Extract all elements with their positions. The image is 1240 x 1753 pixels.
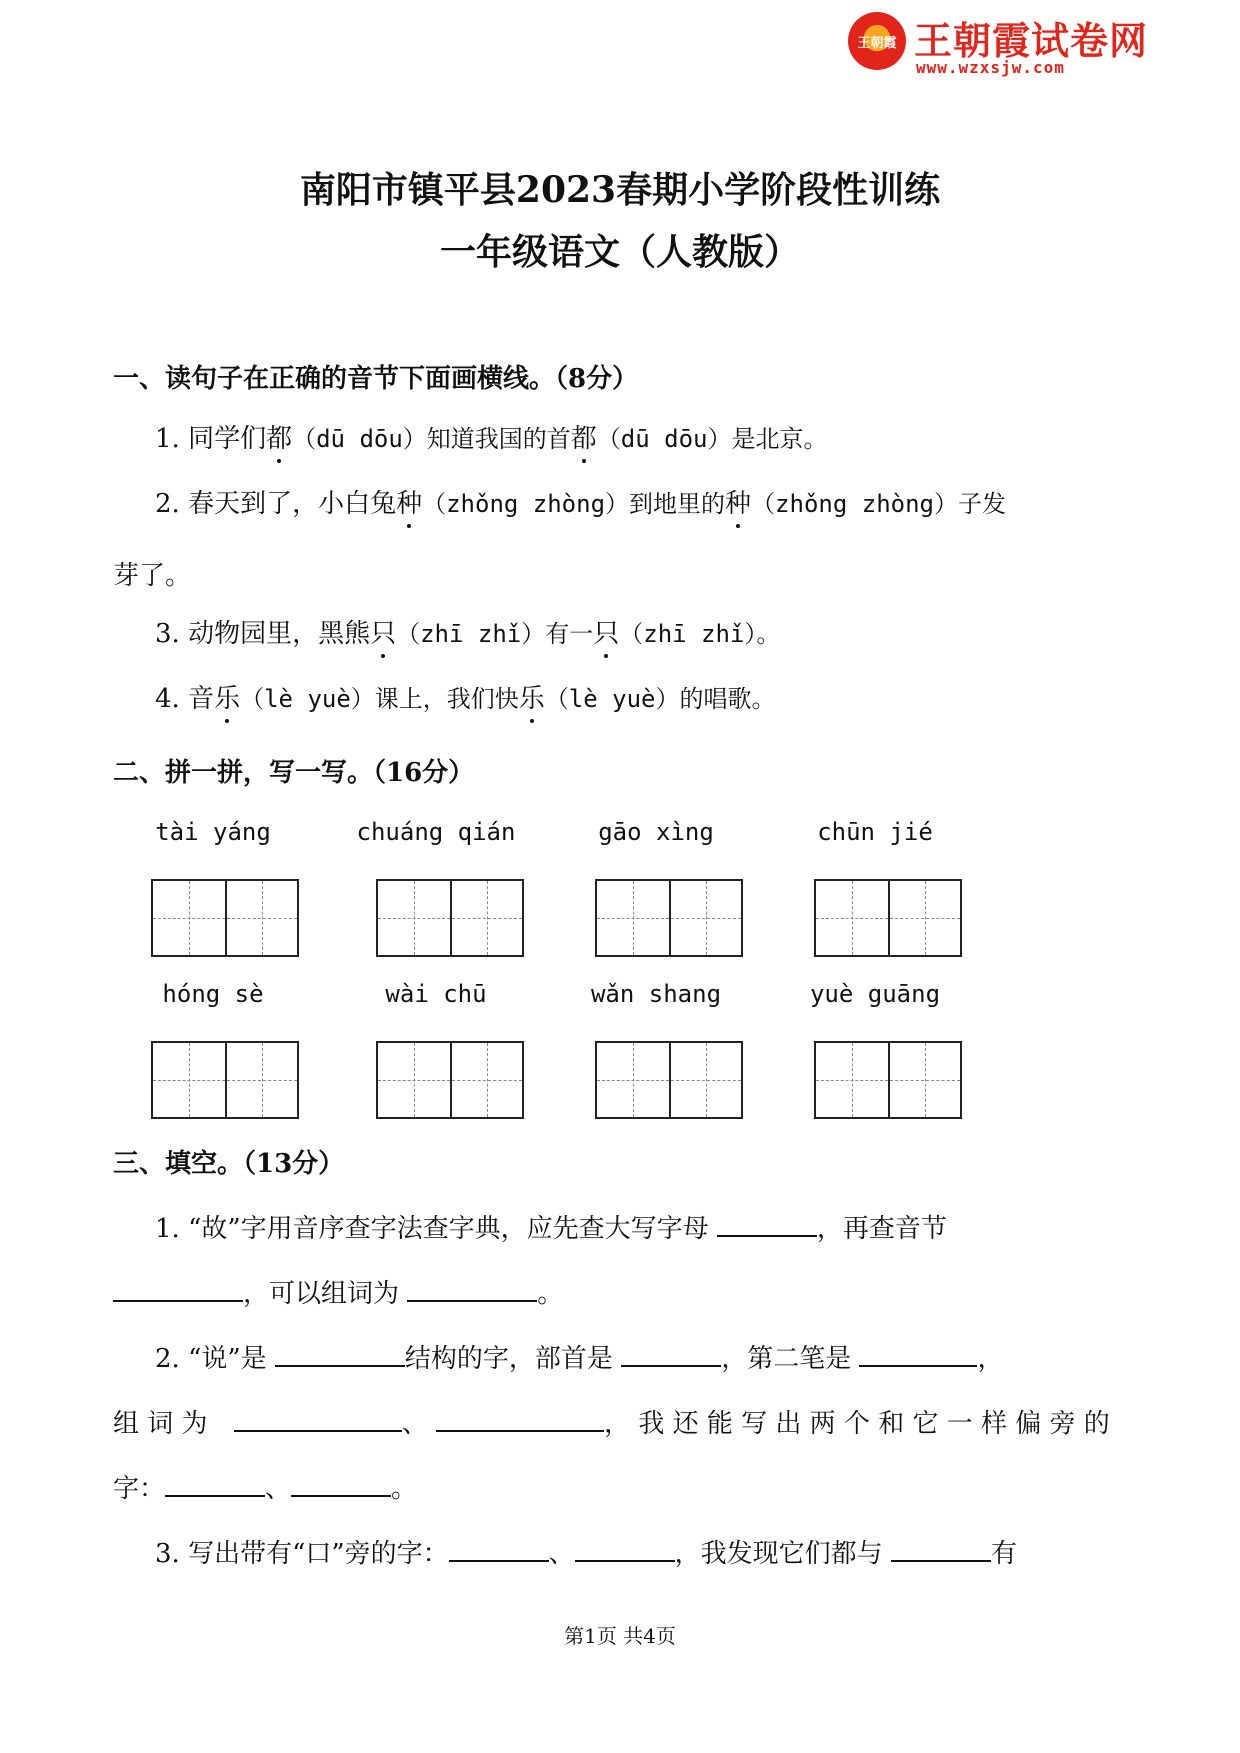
s1q4-text-b: （lè yuè）课上，我们快 [240,685,519,713]
s1-question-1 [155,418,828,455]
s3q1-text-a: 1. “故”字用音序查字法查字典，应先查大写字母 [155,1214,709,1244]
writing-grid[interactable] [595,879,743,957]
section2-heading: 二、拼一拼，写一写。（16分） [113,758,475,788]
logo-seal-icon: 王朝霞 [848,12,906,70]
s3q3-text-a: 3. 写出带有“口”旁的字： [155,1539,449,1569]
s3q2-text-e: 组 词 为 [113,1409,208,1439]
s1q3-text-b: （zhī zhǐ）有一 [396,620,594,648]
answer-blank[interactable] [113,1278,243,1302]
answer-blank[interactable] [407,1278,537,1302]
s3q3-text-d: 有 [990,1539,1017,1569]
pinyin-4: chūn jié [817,818,933,846]
exam-subtitle: 一年级语文（人教版） [439,231,800,273]
pinyin-3: gāo xìng [598,818,714,846]
s3-question-1 [155,1208,947,1245]
s1q3-dotted-char-1: 只 [370,613,396,650]
pinyin-6: wài chū [385,980,487,1008]
s3q2-text-b: 结构的字，部首是 [404,1344,613,1374]
s1q4-dotted-char-1: 乐 [214,678,240,715]
logo-title: 王朝霞试卷网 [914,19,1149,63]
answer-blank[interactable] [436,1408,604,1432]
answer-blank[interactable] [891,1538,991,1562]
s1-question-4 [155,678,776,715]
writing-grid[interactable] [376,879,524,957]
s3q2-text-j: 。 [391,1474,418,1504]
s1q3-text-c: （zhī zhǐ）。 [619,620,781,648]
writing-grid[interactable] [376,1041,524,1119]
s1q4-text-c: （lè yuè）的唱歌。 [544,685,776,713]
writing-grid[interactable] [151,1041,299,1119]
s3q1-text-b: ，再查音节 [816,1214,947,1244]
s1q2-text-a: 2. 春天到了，小白兔 [155,489,397,519]
answer-blank[interactable] [449,1538,549,1562]
s3q1-continuation [113,1273,563,1310]
s3q2-continuation-1 [113,1403,1110,1440]
s3q2-text-c: ，第二笔是 [721,1344,852,1374]
answer-blank[interactable] [575,1538,675,1562]
s1-question-2 [155,483,1006,520]
pinyin-7: wǎn shang [590,980,722,1008]
s3q2-text-d: ， [977,1344,1004,1374]
s1q1-dotted-char-1: 都 [266,418,292,455]
answer-blank[interactable] [165,1473,265,1497]
s1-question-3 [155,613,780,650]
logo-url: www.wzxsjw.com [916,58,1065,77]
answer-blank[interactable] [291,1473,391,1497]
s1q3-dotted-char-2: 只 [593,613,619,650]
pinyin-5: hóng sè [162,980,264,1008]
writing-grid[interactable] [814,879,962,957]
s3q3-text-b: 、 [548,1539,575,1569]
s1q1-text-b: （dū dōu）知道我国的首 [292,425,571,453]
writing-grid[interactable] [814,1041,962,1119]
s1q1-text-c: （dū dōu）是北京。 [596,425,828,453]
section3-heading: 三、填空。（13分） [113,1149,345,1179]
s3-question-2 [155,1338,1004,1375]
s3-question-3 [155,1533,1017,1570]
page-number: 第1页 共4页 [564,1624,676,1648]
pinyin-1: tài yáng [155,818,271,846]
section1-heading: 一、读句子在正确的音节下面画横线。（8分） [113,364,639,394]
s3q2-text-g: ， 我 还 能 写 出 两 个 和 它 一 样 偏 旁 的 [604,1409,1110,1439]
writing-grid[interactable] [595,1041,743,1119]
s3q2-text-h: 字： [113,1474,166,1504]
answer-blank[interactable] [717,1213,817,1237]
s1q2-dotted-char-1: 种 [396,483,422,520]
s3q2-continuation-2 [113,1468,417,1505]
s1q4-dotted-char-2: 乐 [519,678,545,715]
s3q2-text-f: 、 [401,1409,428,1439]
s3q3-text-c: ，我发现它们都与 [674,1539,883,1569]
s3q2-text-a: 2. “说”是 [155,1344,267,1374]
writing-grid[interactable] [151,879,299,957]
exam-title: 南阳市镇平县2023春期小学阶段性训练 [299,169,941,211]
s3q1-text-d: 。 [537,1279,564,1309]
s1q1-dotted-char-2: 都 [571,418,597,455]
pinyin-2: chuáng qián [356,818,516,846]
answer-blank[interactable] [234,1408,402,1432]
s1q2-text-b: （zhǒng zhòng）到地里的 [422,490,726,518]
s1q4-text-a: 4. 音 [155,684,215,714]
s3q1-text-c: ，可以组词为 [243,1279,400,1309]
s1q3-text-a: 3. 动物园里，黑熊 [155,619,371,649]
s1q2-continuation: 芽了。 [113,561,192,591]
s1q1-text-a: 1. 同学们 [155,424,267,454]
s3q2-text-i: 、 [265,1474,292,1504]
answer-blank[interactable] [621,1343,721,1367]
answer-blank[interactable] [859,1343,977,1367]
answer-blank[interactable] [275,1343,405,1367]
pinyin-8: yuè guāng [809,980,941,1008]
site-logo [848,10,1158,76]
s1q2-dotted-char-2: 种 [725,483,751,520]
s1q2-text-c: （zhǒng zhòng）子发 [751,490,1007,518]
